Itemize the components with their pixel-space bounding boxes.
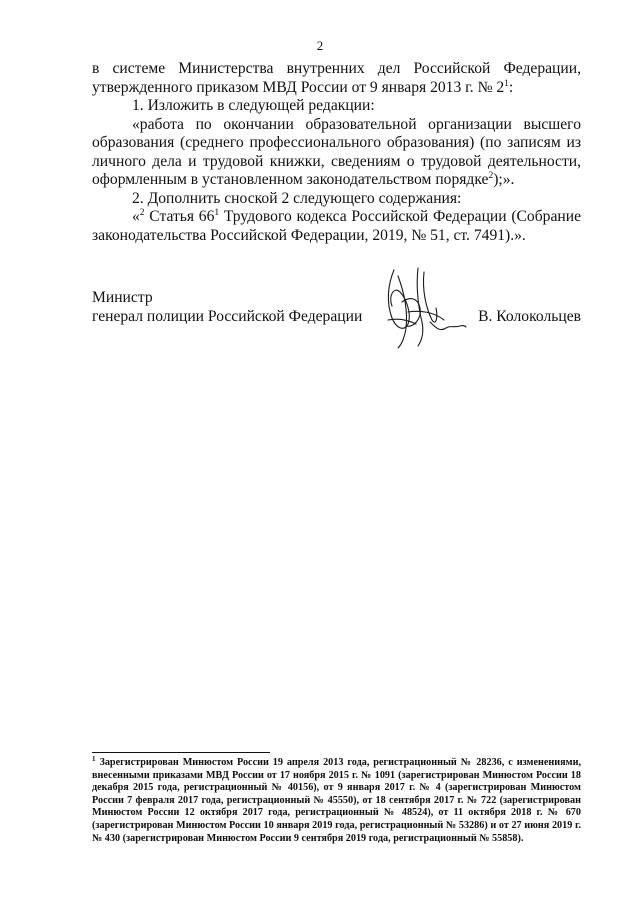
footnote-marker-1: 1 [92,755,96,763]
signature-block [92,289,581,326]
document-body [92,60,581,245]
footnote-reference-1: 1 [504,78,509,89]
article-superscript: 1 [214,208,220,218]
page-number: 2 [316,38,324,53]
footnote-text: Зарегистрирован Минюстом России 19 апреля 2013 года, регистрационный № 28236, с изменениями, внесенными приказами МВД России от 17 ноября 2015 г. № 1091 (зарегистрирован Минюстом России 18 декабря 2015 года, регистрационный № 40156), от 9 января 2017 г. № 4 (зарегистрирован Минюстом России 7 февраля 2017 года, регистрационный № 45550), от 18 сентября 2017 г. № 722 (зарегистрирован Минюстом России 12 октября 2017 года, регистрационный № 48524), от 11 октября 2018 г. № 670 (зарегистрирован Минюстом России 10 января 2019 года, регистрационный № 53286) и от 27 июня 2019 г. № 430 (зарегистрирован Минюстом России 9 сентября 2019 года, регистрационный № 55858). [92,757,581,844]
paragraph-text-end: : [508,78,514,96]
paragraph-text: «работа по окончании образовательной организации высшего образования (среднего профессионального образования) (по записям из личного дела и трудовой книжки, сведениям о трудовой деятельности, оформленным в установленном законодательством порядке [92,115,581,188]
footnote-separator [92,752,270,753]
signer-title-line-2: генерал полиции Российской Федерации [92,307,363,325]
quote-open: « [132,208,140,225]
paragraph-item-2: 2. Дополнить сноской 2 следующего содержания: [132,189,462,207]
paragraph-item-1: 1. Изложить в следующей редакции: [132,97,375,114]
handwritten-signature [378,262,468,352]
footnote-marker-2: 2 [139,208,145,218]
signer-name: В. Колокольцев [478,307,581,325]
paragraph-footnote-text [92,208,581,245]
signer-title-line-1: Министр [92,289,153,306]
footnote-reference-2: 2 [488,171,494,181]
paragraph-text-end: );». [493,171,515,188]
paragraph-continuation [92,60,581,97]
paragraph-quoted-text [92,116,581,190]
paragraph-text-end: Трудового кодекса Российской Федерации (Собрание законодательства Российской Федерации, 2019, № 51, ст. 7491).». [92,208,581,244]
paragraph-text: Статья 66 [144,208,215,225]
footnote-1 [92,757,581,845]
paragraph-text: в системе Министерства внутренних дел Российской Федерации, утвержденного приказом МВД России от 9 января 2013 г. № 2 [92,60,581,96]
